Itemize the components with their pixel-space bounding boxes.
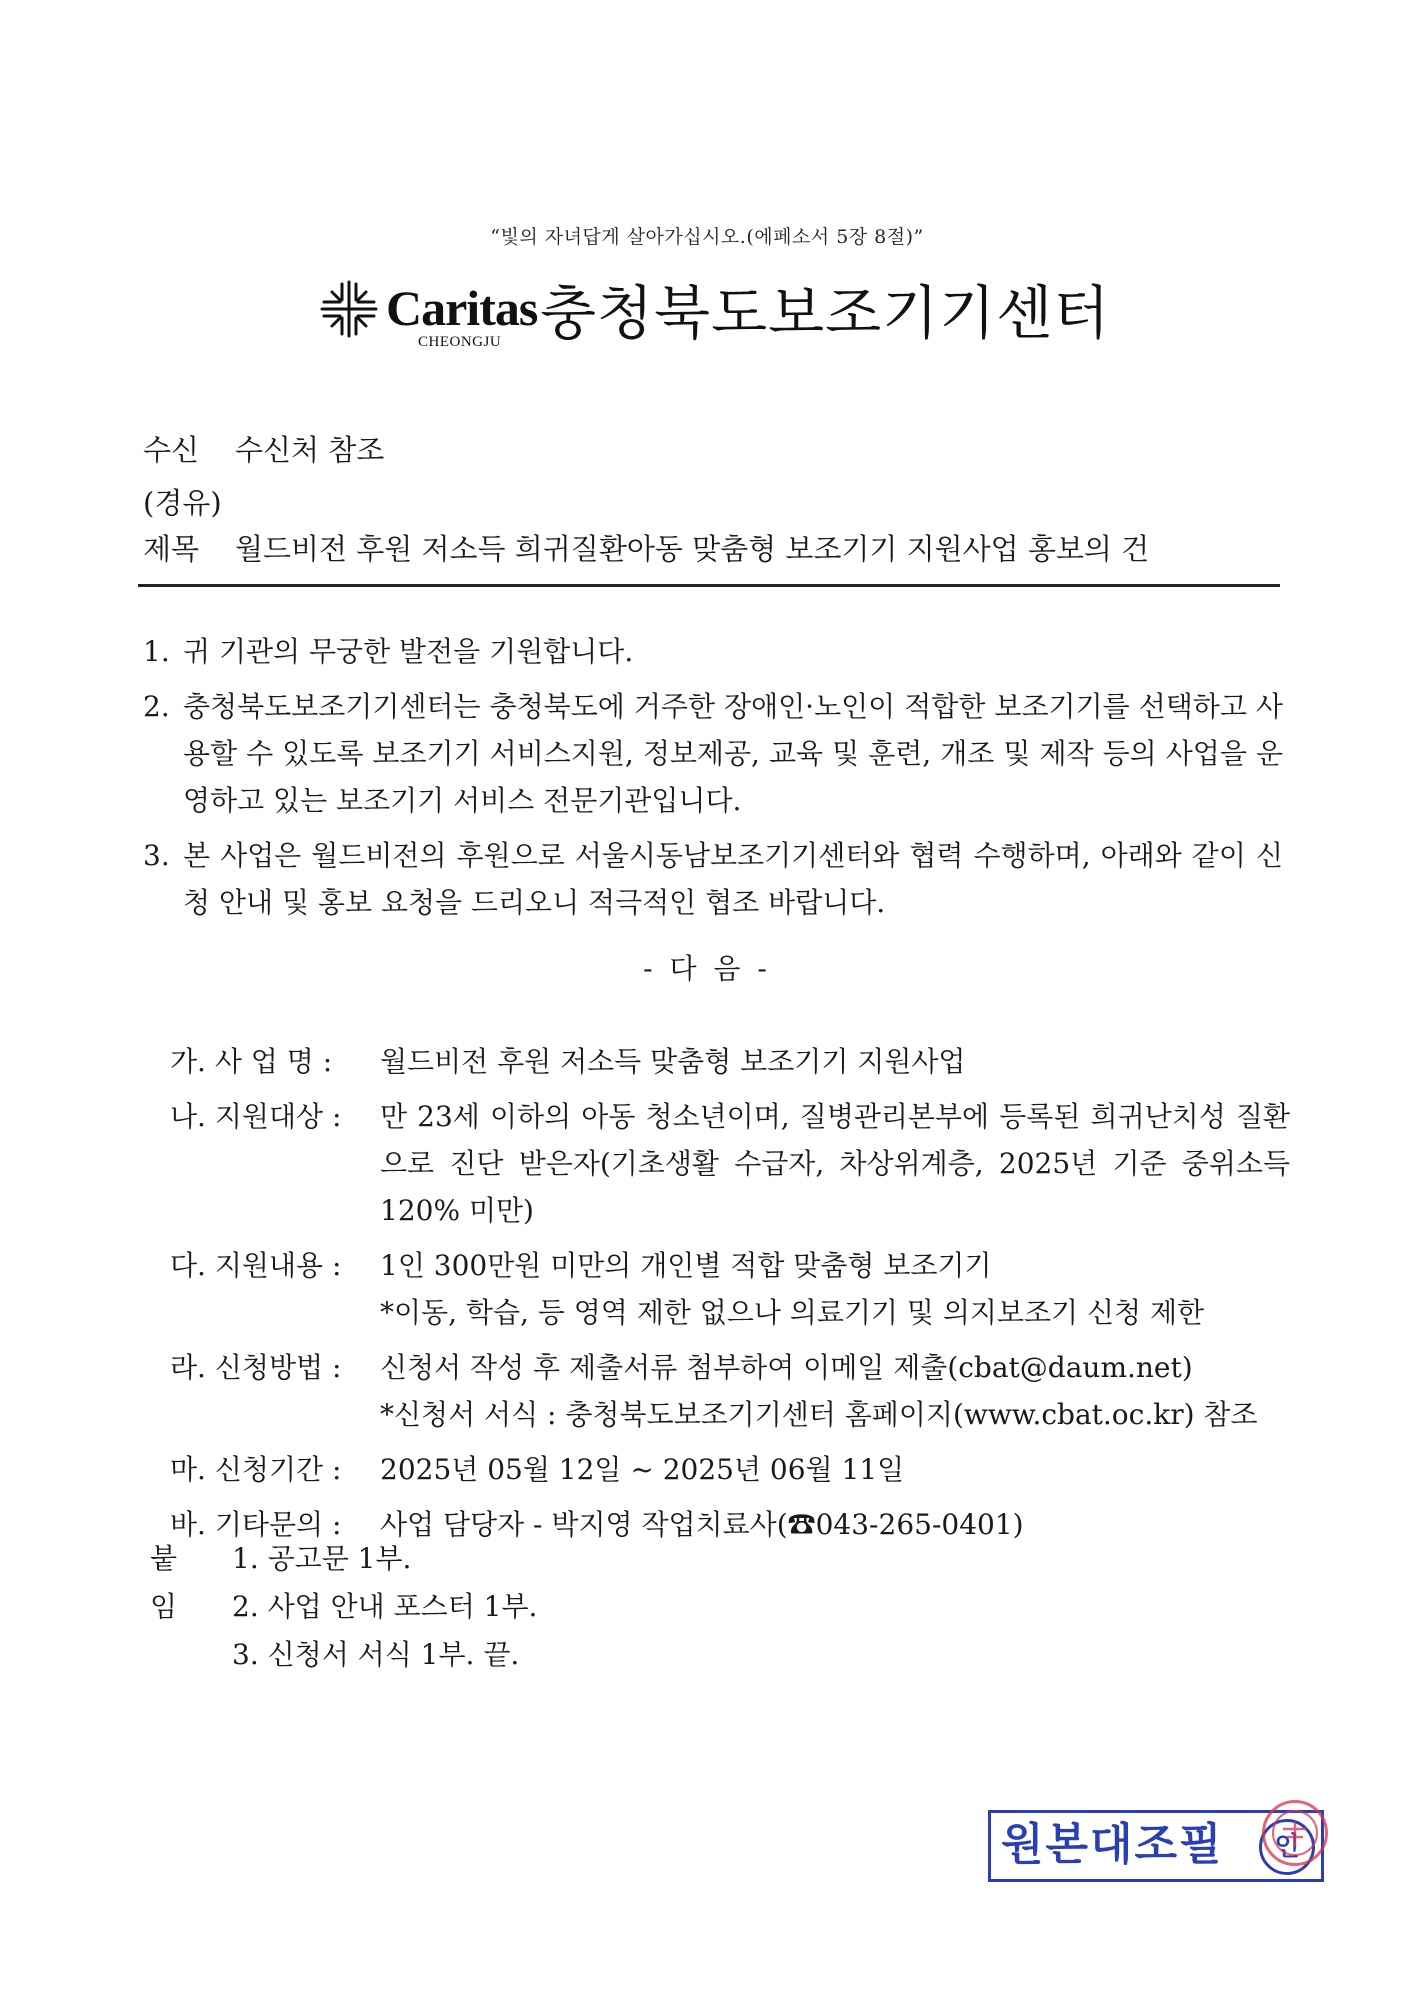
paragraph-number: 1. — [143, 635, 170, 668]
detail-value: 월드비전 후원 저소득 맞춤형 보조기기 지원사업 — [380, 1045, 966, 1078]
recipient-value: 수신처 참조 — [235, 433, 385, 467]
letterhead — [318, 276, 1118, 366]
body-paragraphs — [143, 628, 1283, 926]
detail-value: 2025년 05월 12일 ~ 2025년 06월 11일 — [380, 1453, 905, 1486]
detail-value: 1인 300만원 미만의 개인별 적합 맞춤형 보조기기 — [380, 1249, 992, 1282]
logo-wordmark: Caritas — [386, 280, 538, 336]
recipient-label: 수신 — [143, 433, 200, 467]
caritas-cross-icon — [318, 278, 380, 340]
header-divider — [138, 584, 1280, 587]
detail-value: 만 23세 이하의 아동 청소년이며, 질병관리본부에 등록된 희귀난치성 질환으로 진단 받은자(기초생활 수급자, 차상위계층, 2025년 기준 중위소득 120% 미만) — [380, 1100, 1290, 1227]
official-seal-icon — [1262, 1800, 1328, 1866]
detail-note: *이동, 학습, 등 영역 제한 없으나 의료기기 및 의지보조기 신청 제한 — [380, 1296, 1205, 1329]
detail-item — [170, 1038, 1290, 1085]
paragraph-text: 본 사업은 월드비전의 후원으로 서울시동남보조기기센터와 협력 수행하며, 아래와 같이 신청 안내 및 홍보 요청을 드리오니 적극적인 협조 바랍니다. — [183, 839, 1283, 919]
subject-row — [143, 527, 1149, 568]
detail-item — [170, 1242, 1290, 1336]
organization-name: 충청북도보조기기센터 — [540, 279, 1111, 347]
paragraph-text: 충청북도보조기기센터는 충청북도에 거주한 장애인·노인이 적합한 보조기기를 선택하고 사용할 수 있도록 보조기기 서비스지원, 정보제공, 교육 및 훈련, 개조 및 제작 등의 사업을 운영하고 있는 보조기기 서비스 전문기관입니다. — [183, 690, 1283, 817]
detail-key: 라. 신청방법 : — [170, 1351, 342, 1384]
detail-item — [170, 1093, 1290, 1234]
detail-key: 바. 기타문의 : — [170, 1508, 342, 1541]
attachments-label: 붙임 — [150, 1542, 178, 1623]
subject-value: 월드비전 후원 저소득 희귀질환아동 맞춤형 보조기기 지원사업 홍보의 건 — [235, 532, 1150, 566]
notice-heading: - 다 음 - — [643, 952, 771, 985]
logo-subtitle: CHEONGJU — [418, 334, 502, 350]
attachment-item: 1. 공고문 1부. — [232, 1542, 412, 1575]
detail-value: 신청서 작성 후 제출서류 첨부하여 이메일 제출(cbat@daum.net) — [380, 1351, 1193, 1384]
detail-key: 마. 신청기간 : — [170, 1453, 342, 1486]
detail-item — [170, 1446, 1290, 1493]
subject-label: 제목 — [143, 532, 200, 566]
detail-key: 다. 지원내용 : — [170, 1249, 342, 1282]
detail-key: 가. 사 업 명 : — [170, 1045, 333, 1078]
via-label: (경유) — [143, 486, 222, 520]
motto: “빛의 자녀답게 살아가십시오.(에페소서 5장 8절)” — [490, 226, 924, 248]
stamp-seal: 인 — [1259, 1819, 1315, 1875]
details-list — [170, 1038, 1290, 1548]
detail-value: 사업 담당자 - 박지영 작업치료사(☎043-265-0401) — [380, 1508, 1024, 1541]
paragraph-number: 3. — [143, 839, 170, 872]
attachment-item: 3. 신청서 서식 1부. 끝. — [232, 1638, 520, 1671]
paragraph — [143, 832, 1283, 926]
via-row — [143, 481, 222, 522]
stamp-text: 원본대조필 — [1001, 1819, 1224, 1870]
seal-mark-icon — [1265, 1803, 1325, 1863]
attachment-item: 2. 사업 안내 포스터 1부. — [232, 1590, 538, 1623]
paragraph-text: 귀 기관의 무궁한 발전을 기원합니다. — [183, 635, 634, 668]
detail-note: *신청서 서식 : 충청북도보조기기센터 홈페이지(www.cbat.oc.kr) 참조 — [380, 1398, 1258, 1431]
detail-key: 나. 지원대상 : — [170, 1100, 342, 1133]
paragraph — [143, 683, 1283, 824]
recipient-row — [143, 428, 384, 469]
paragraph-number: 2. — [143, 690, 170, 723]
detail-item — [170, 1344, 1290, 1438]
paragraph — [143, 628, 1283, 675]
